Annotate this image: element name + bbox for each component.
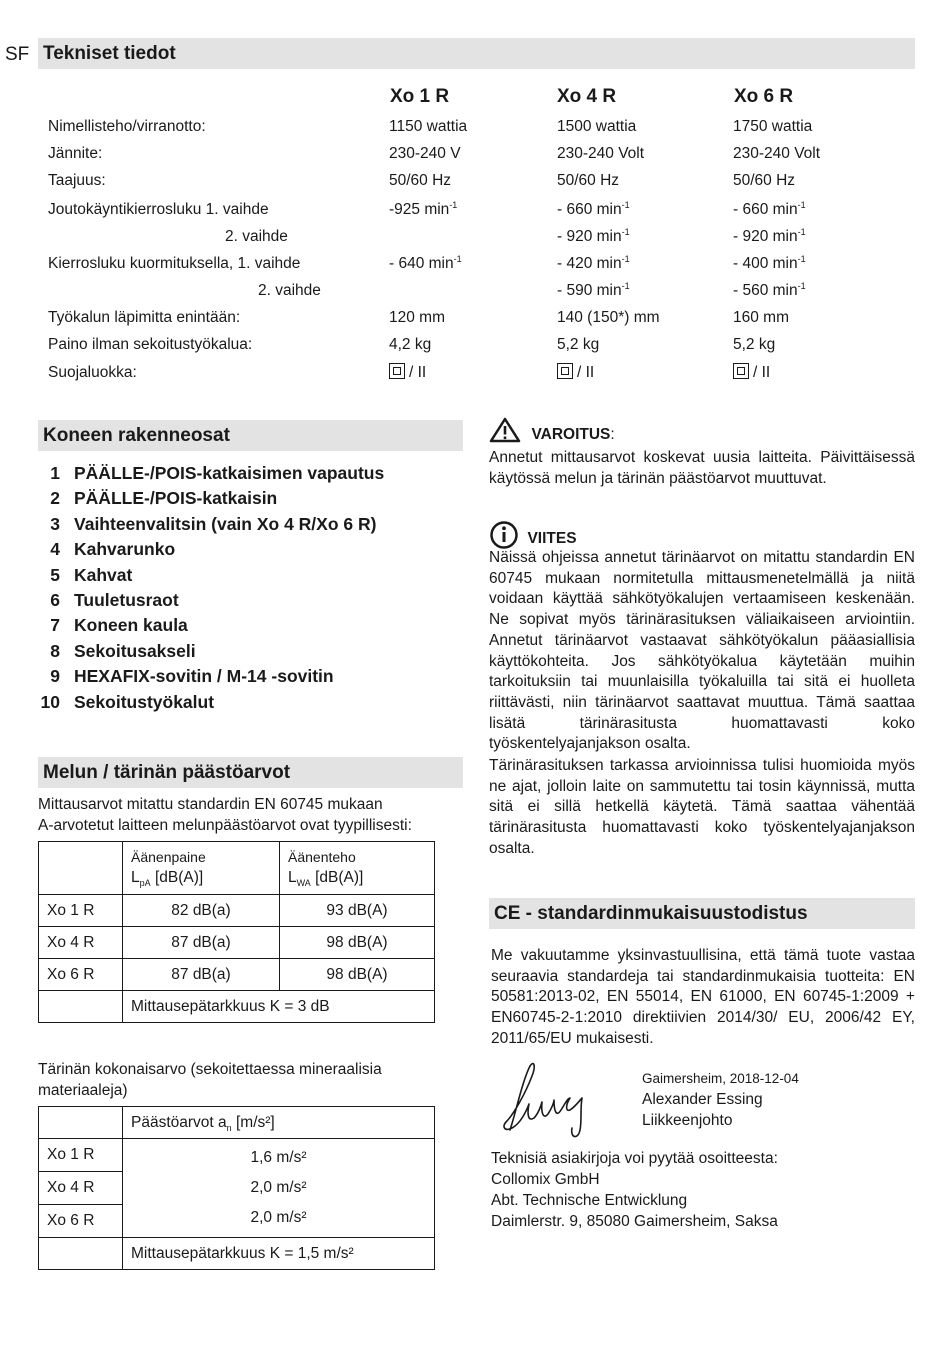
- spec-value: 140 (150*) mm: [557, 309, 660, 326]
- spec-label: Paino ilman sekoitustyökalua:: [48, 336, 253, 353]
- spec-value: - 400 $\min^{-1}$: [733, 254, 806, 272]
- signature-place-date: Gaimersheim, 2018-12-04: [642, 1071, 799, 1086]
- vibration-table: [38, 1106, 435, 1270]
- spec-label: 2. vaihde: [258, 282, 321, 299]
- vibration-intro: materiaaleja): [38, 1082, 128, 1099]
- noise-intro: Mittausarvot mitattu standardin EN 60745 mukaan: [38, 796, 383, 813]
- spec-value: 50/60 Hz: [733, 172, 796, 189]
- list-item: 6 Tuuletusraot: [50, 590, 179, 611]
- spec-value: - 420 $\min^{-1}$: [557, 254, 630, 272]
- spec-value: 120 mm: [389, 309, 445, 326]
- warning-heading: VAROITUS:: [489, 417, 615, 444]
- list-item: 7 Koneen kaula: [50, 615, 188, 636]
- spec-value: - 660 $\min^{-1}$: [733, 200, 806, 218]
- spec-value: 50/60 Hz: [557, 172, 620, 189]
- list-item: 8 Sekoitusakseli: [50, 640, 196, 661]
- spec-value: 1750 wattia: [733, 118, 813, 135]
- spec-value: 5,2 kg: [557, 336, 600, 353]
- spec-value: 50/60 Hz: [389, 172, 452, 189]
- signer-role: Liikkeenjohto: [642, 1112, 733, 1129]
- list-item: 2 PÄÄLLE-/POIS-katkaisin: [50, 488, 278, 509]
- signer-name: Alexander Essing: [642, 1091, 763, 1108]
- spec-value: 4,2 kg: [389, 336, 432, 353]
- ce-text: Me vakuutamme yksinvastuullisina, että tämä tuote vastaa seuraavia standardeja tai standardinmukaisia tuotteita: EN 50581:2013-02, EN 55014, EN 61000, EN 60745-1:2009 + EN60745-2-1:2010 direktiivien 2014/30/ EU, 2006/42 EY, 2011/65/EU mukaisesti.: [491, 947, 915, 1047]
- model-header: Xo 6 R: [734, 86, 794, 107]
- note-text: Näissä ohjeissa annetut tärinäarvot on mitattu standardin EN 60745 mukaan normitetulla mittausmenetelmällä ja niitä voidaan käyttää sähkötyökalujen vertaamiseen keskenään. Ne sopivat myös tärinärasituksen väliaikaiseen arviointiin. Annetut tärinäarvot vastaavat sähkötyökalun pääasiallisia käyttökohteita. Jos sähkötyökalua käytetään muihin tarkoituksiin tai muunlaisilla työkaluilla tai sitä ei huolleta riittävästi, niin tärinäarvot saattavat muuttua. Tämä saattaa lisätä tärinärasitusta huomattavasti koko työskentelyajanjakson osalta.: [489, 549, 915, 753]
- spec-value: 160 mm: [733, 309, 789, 326]
- spec-value: - 590 $\min^{-1}$: [557, 281, 630, 299]
- warning-icon: [489, 417, 521, 443]
- note-text: Tärinärasituksen tarkassa arvioinnissa tulisi huomioida myös ne ajat, jolloin laite on sammutettu tai tosin käynnissä, mutta sitä ei sillä hetkellä käytetä. Tämä saattaa vähentää tärinärasitusta huomattavasti koko työskentelyajanjakson osalta.: [489, 757, 915, 857]
- spec-value: 5,2 kg: [733, 336, 776, 353]
- table-row: Xo 1 R Xo 4 R Xo 6 R 1,6 m/s² 2,0 m/s² 2,0 m/s²: [39, 1139, 435, 1238]
- spec-label: Joutokäyntikierrosluku 1. vaihde: [48, 201, 269, 218]
- spec-value: 230-240 Volt: [733, 145, 821, 162]
- vibration-header: Päästöarvot $a_n$ [m/s²]: [123, 1107, 435, 1139]
- table-row: Xo 1 R 82 dB(a) 93 dB(A): [39, 895, 435, 927]
- signature: [496, 1052, 596, 1142]
- spec-label: Taajuus:: [48, 172, 106, 189]
- spec-value: - 640 $\min^{-1}$: [389, 254, 462, 272]
- vibration-intro: Tärinän kokonaisarvo (sekoitettaessa mineraalisia: [38, 1061, 382, 1078]
- protection-class: / II: [389, 363, 426, 383]
- protection-class: / II: [557, 363, 594, 383]
- info-icon: [489, 520, 519, 550]
- ce-section-title: CE - standardinmukaisuustodistus: [489, 898, 915, 929]
- spec-label: Nimellisteho/virranotto:: [48, 118, 206, 135]
- noise-section-title: Melun / tärinän päästöarvot: [38, 757, 463, 788]
- protection-class: / II: [733, 363, 770, 383]
- list-item: 10 Sekoitustyökalut: [40, 691, 215, 712]
- parts-section-title: Koneen rakenneosat: [38, 420, 463, 451]
- spec-value: 230-240 V: [389, 145, 461, 162]
- noise-header-power: Äänenteho $L_{WA}$ [dB(A)]: [280, 842, 435, 895]
- table-row: Mittausepätarkkuus K = 1,5 m/s²: [39, 1238, 435, 1270]
- warning-text: Annetut mittausarvot koskevat uusia laitteita. Päivittäisessä käytössä melun ja tärinän päästöarvot muuttuvat.: [489, 449, 915, 487]
- noise-header-pressure: Äänenpaine $L_{pA}$ [dB(A)]: [123, 842, 280, 895]
- list-item: 4 Kahvarunko: [50, 539, 176, 560]
- spec-label: Jännite:: [48, 145, 103, 162]
- parts-list: [38, 461, 384, 715]
- table-row: Xo 6 R 87 dB(a) 98 dB(A): [39, 959, 435, 991]
- tech-section-title: Tekniset tiedot: [38, 38, 915, 69]
- list-item: 5 Kahvat: [50, 564, 133, 585]
- spec-value: -925 $\min^{-1}$: [389, 200, 458, 218]
- spec-value: - 920 $\min^{-1}$: [557, 227, 630, 245]
- docs-address: Teknisiä asiakirjoja voi pyytää osoitteesta: Collomix GmbH Abt. Technische Entwicklung Daimlerstr. 9, 85080 Gaimersheim, Saksa: [491, 1150, 778, 1230]
- model-header: Xo 4 R: [557, 86, 617, 107]
- list-item: 3 Vaihteenvalitsin (vain Xo 4 R/Xo 6 R): [50, 513, 377, 534]
- table-row: Xo 4 R 87 dB(a) 98 dB(A): [39, 927, 435, 959]
- model-header: Xo 1 R: [390, 86, 450, 107]
- spec-value: 1150 wattia: [389, 118, 468, 135]
- protection-class-icon: [557, 363, 573, 379]
- spec-label: Suojaluokka:: [48, 364, 137, 381]
- spec-value: - 560 $\min^{-1}$: [733, 281, 806, 299]
- spec-label: Työkalun läpimitta enintään:: [48, 309, 241, 326]
- language-code: SF: [5, 44, 30, 65]
- protection-class-icon: [389, 363, 405, 379]
- list-item: 9 HEXAFIX-sovitin / M-14 -sovitin: [50, 666, 334, 687]
- noise-intro: A-arvotetut laitteen melunpäästöarvot ovat tyypillisesti:: [38, 817, 412, 834]
- list-item: 1 PÄÄLLE-/POIS-katkaisimen vapautus: [50, 463, 385, 483]
- noise-table: [38, 841, 435, 1023]
- spec-label: 2. vaihde: [225, 228, 288, 245]
- spec-value: - 660 $\min^{-1}$: [557, 200, 630, 218]
- note-heading: VIITES: [489, 520, 577, 550]
- spec-value: 1500 wattia: [557, 118, 637, 135]
- spec-value: - 920 $\min^{-1}$: [733, 227, 806, 245]
- spec-value: 230-240 Volt: [557, 145, 645, 162]
- table-row: Mittausepätarkkuus K = 3 dB: [39, 991, 435, 1023]
- spec-label: Kierrosluku kuormituksella, 1. vaihde: [48, 255, 301, 272]
- protection-class-icon: [733, 363, 749, 379]
